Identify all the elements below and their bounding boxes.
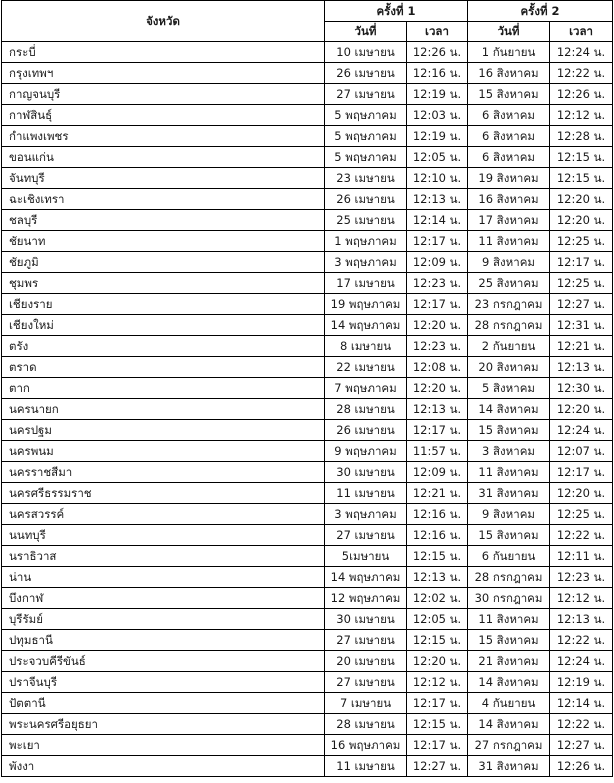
province-cell: จันทบุรี [2, 168, 325, 189]
province-cell: นนทบุรี [2, 525, 325, 546]
round-1-date-cell: 14 พฤษภาคม [325, 567, 407, 588]
table-row [2, 483, 613, 504]
round-1-time-cell: 12:17 น. [407, 693, 468, 714]
province-cell: กำแพงเพชร [2, 126, 325, 147]
round-1-date-cell: 5เมษายน [325, 546, 407, 567]
round-1-time-cell: 12:08 น. [407, 357, 468, 378]
round-2-date-cell: 4 กันยายน [468, 693, 550, 714]
round-1-date-cell: 10 เมษายน [325, 42, 407, 63]
round-2-time-cell: 12:23 น. [550, 567, 613, 588]
province-cell: ชุมพร [2, 273, 325, 294]
round-1-time-cell: 12:13 น. [407, 399, 468, 420]
table-row [2, 126, 613, 147]
round-2-date-cell: 25 สิงหาคม [468, 273, 550, 294]
round-1-time-cell: 12:20 น. [407, 651, 468, 672]
round-2-time-cell: 12:22 น. [550, 714, 613, 735]
round-1-time-cell: 12:15 น. [407, 630, 468, 651]
province-cell: ประจวบคีรีขันธ์ [2, 651, 325, 672]
round-2-time-cell: 12:25 น. [550, 504, 613, 525]
table-row [2, 399, 613, 420]
round-2-date-cell: 31 สิงหาคม [468, 756, 550, 777]
table-row [2, 609, 613, 630]
province-cell: กาญจนบุรี [2, 84, 325, 105]
round-1-date-cell: 23 เมษายน [325, 168, 407, 189]
header-round-1: ครั้งที่ 1 [325, 1, 468, 22]
province-cell: บึงกาฬ [2, 588, 325, 609]
table-row [2, 357, 613, 378]
table-row [2, 651, 613, 672]
province-cell: พังงา [2, 756, 325, 777]
round-2-time-cell: 12:28 น. [550, 126, 613, 147]
province-cell: ปัตตานี [2, 693, 325, 714]
table-row [2, 504, 613, 525]
table-row [2, 735, 613, 756]
round-2-date-cell: 11 สิงหาคม [468, 231, 550, 252]
round-2-time-cell: 12:25 น. [550, 273, 613, 294]
table-row [2, 231, 613, 252]
table-row [2, 42, 613, 63]
round-2-time-cell: 12:17 น. [550, 462, 613, 483]
round-1-date-cell: 22 เมษายน [325, 357, 407, 378]
header-round-1-date: วันที่ [325, 21, 407, 42]
round-1-time-cell: 12:09 น. [407, 462, 468, 483]
round-2-date-cell: 6 สิงหาคม [468, 105, 550, 126]
round-2-time-cell: 12:27 น. [550, 294, 613, 315]
table-row [2, 693, 613, 714]
table-row [2, 672, 613, 693]
round-1-time-cell: 12:16 น. [407, 63, 468, 84]
table-body [2, 42, 613, 777]
round-2-date-cell: 14 สิงหาคม [468, 672, 550, 693]
header-round-1-time: เวลา [407, 21, 468, 42]
round-1-time-cell: 12:19 น. [407, 126, 468, 147]
round-2-date-cell: 28 กรกฎาคม [468, 315, 550, 336]
round-1-time-cell: 12:14 น. [407, 210, 468, 231]
round-2-date-cell: 30 กรกฎาคม [468, 588, 550, 609]
province-cell: ตรัง [2, 336, 325, 357]
round-1-time-cell: 12:16 น. [407, 525, 468, 546]
round-2-date-cell: 6 กันยายน [468, 546, 550, 567]
round-2-time-cell: 12:24 น. [550, 420, 613, 441]
province-cell: บุรีรัมย์ [2, 609, 325, 630]
round-2-time-cell: 12:30 น. [550, 378, 613, 399]
province-cell: เชียงใหม่ [2, 315, 325, 336]
table-row [2, 63, 613, 84]
round-2-date-cell: 1 กันยายน [468, 42, 550, 63]
round-2-date-cell: 15 สิงหาคม [468, 420, 550, 441]
round-1-date-cell: 27 เมษายน [325, 672, 407, 693]
province-cell: เชียงราย [2, 294, 325, 315]
round-1-date-cell: 3 พฤษภาคม [325, 252, 407, 273]
round-2-date-cell: 27 กรกฎาคม [468, 735, 550, 756]
round-2-time-cell: 12:24 น. [550, 42, 613, 63]
round-1-date-cell: 28 เมษายน [325, 399, 407, 420]
round-2-time-cell: 12:20 น. [550, 399, 613, 420]
table-row [2, 378, 613, 399]
round-1-time-cell: 12:09 น. [407, 252, 468, 273]
round-2-time-cell: 12:20 น. [550, 189, 613, 210]
round-2-date-cell: 17 สิงหาคม [468, 210, 550, 231]
round-1-time-cell: 12:27 น. [407, 756, 468, 777]
round-1-date-cell: 27 เมษายน [325, 84, 407, 105]
round-2-time-cell: 12:15 น. [550, 147, 613, 168]
round-1-date-cell: 5 พฤษภาคม [325, 147, 407, 168]
round-1-date-cell: 30 เมษายน [325, 609, 407, 630]
table-row [2, 84, 613, 105]
round-2-time-cell: 12:25 น. [550, 231, 613, 252]
province-cell: น่าน [2, 567, 325, 588]
round-2-date-cell: 3 สิงหาคม [468, 441, 550, 462]
round-2-time-cell: 12:12 น. [550, 588, 613, 609]
province-cell: ชัยภูมิ [2, 252, 325, 273]
round-1-time-cell: 12:10 น. [407, 168, 468, 189]
round-2-date-cell: 19 สิงหาคม [468, 168, 550, 189]
round-1-date-cell: 1 พฤษภาคม [325, 231, 407, 252]
table-header [2, 1, 613, 42]
round-1-date-cell: 7 เมษายน [325, 693, 407, 714]
round-2-date-cell: 9 สิงหาคม [468, 504, 550, 525]
province-cell: นครราชสีมา [2, 462, 325, 483]
round-1-date-cell: 20 เมษายน [325, 651, 407, 672]
round-2-time-cell: 12:07 น. [550, 441, 613, 462]
round-1-time-cell: 12:23 น. [407, 336, 468, 357]
round-1-date-cell: 19 พฤษภาคม [325, 294, 407, 315]
round-1-time-cell: 12:26 น. [407, 42, 468, 63]
round-2-time-cell: 12:11 น. [550, 546, 613, 567]
round-1-date-cell: 9 พฤษภาคม [325, 441, 407, 462]
round-2-date-cell: 15 สิงหาคม [468, 84, 550, 105]
round-1-time-cell: 11:57 น. [407, 441, 468, 462]
table-row [2, 105, 613, 126]
province-cell: นครสวรรค์ [2, 504, 325, 525]
round-1-time-cell: 12:17 น. [407, 735, 468, 756]
table-row [2, 525, 613, 546]
table-row [2, 252, 613, 273]
round-1-time-cell: 12:05 น. [407, 609, 468, 630]
round-2-time-cell: 12:22 น. [550, 525, 613, 546]
round-2-date-cell: 16 สิงหาคม [468, 63, 550, 84]
round-2-date-cell: 15 สิงหาคม [468, 525, 550, 546]
round-1-date-cell: 26 เมษายน [325, 189, 407, 210]
round-2-time-cell: 12:21 น. [550, 336, 613, 357]
table-row [2, 756, 613, 777]
round-1-time-cell: 12:17 น. [407, 231, 468, 252]
round-2-time-cell: 12:22 น. [550, 63, 613, 84]
province-cell: ตาก [2, 378, 325, 399]
round-2-time-cell: 12:20 น. [550, 210, 613, 231]
round-2-time-cell: 12:26 น. [550, 84, 613, 105]
round-2-time-cell: 12:19 น. [550, 672, 613, 693]
round-2-time-cell: 12:12 น. [550, 105, 613, 126]
round-1-date-cell: 11 เมษายน [325, 483, 407, 504]
round-1-time-cell: 12:15 น. [407, 546, 468, 567]
round-2-date-cell: 14 สิงหาคม [468, 399, 550, 420]
province-cell: นครปฐม [2, 420, 325, 441]
round-1-date-cell: 26 เมษายน [325, 420, 407, 441]
table-row [2, 567, 613, 588]
round-1-date-cell: 11 เมษายน [325, 756, 407, 777]
table-row [2, 294, 613, 315]
round-2-date-cell: 2 กันยายน [468, 336, 550, 357]
round-2-time-cell: 12:17 น. [550, 252, 613, 273]
province-cell: นครศรีธรรมราช [2, 483, 325, 504]
round-2-time-cell: 12:15 น. [550, 168, 613, 189]
table-row [2, 336, 613, 357]
round-1-time-cell: 12:17 น. [407, 420, 468, 441]
sun-overhead-schedule-table [1, 0, 613, 777]
round-2-date-cell: 6 สิงหาคม [468, 147, 550, 168]
round-2-date-cell: 31 สิงหาคม [468, 483, 550, 504]
province-cell: ฉะเชิงเทรา [2, 189, 325, 210]
round-1-date-cell: 26 เมษายน [325, 63, 407, 84]
province-cell: นครนายก [2, 399, 325, 420]
round-1-date-cell: 3 พฤษภาคม [325, 504, 407, 525]
round-1-date-cell: 5 พฤษภาคม [325, 126, 407, 147]
header-round-2-date: วันที่ [468, 21, 550, 42]
round-2-time-cell: 12:22 น. [550, 630, 613, 651]
province-cell: ปทุมธานี [2, 630, 325, 651]
province-cell: นครพนม [2, 441, 325, 462]
round-1-time-cell: 12:12 น. [407, 672, 468, 693]
header-round-2: ครั้งที่ 2 [468, 1, 613, 22]
round-1-time-cell: 12:05 น. [407, 147, 468, 168]
header-province: จังหวัด [2, 1, 325, 42]
round-1-date-cell: 17 เมษายน [325, 273, 407, 294]
round-1-date-cell: 25 เมษายน [325, 210, 407, 231]
province-cell: ตราด [2, 357, 325, 378]
round-1-date-cell: 27 เมษายน [325, 525, 407, 546]
province-cell: พะเยา [2, 735, 325, 756]
table-row [2, 588, 613, 609]
table-row [2, 546, 613, 567]
round-1-date-cell: 27 เมษายน [325, 630, 407, 651]
round-2-date-cell: 23 กรกฎาคม [468, 294, 550, 315]
table-row [2, 714, 613, 735]
header-round-2-time: เวลา [550, 21, 613, 42]
province-cell: ปราจีนบุรี [2, 672, 325, 693]
round-1-time-cell: 12:02 น. [407, 588, 468, 609]
round-2-time-cell: 12:27 น. [550, 735, 613, 756]
round-2-date-cell: 16 สิงหาคม [468, 189, 550, 210]
table-row [2, 210, 613, 231]
round-1-time-cell: 12:13 น. [407, 567, 468, 588]
round-2-date-cell: 21 สิงหาคม [468, 651, 550, 672]
province-cell: กรุงเทพฯ [2, 63, 325, 84]
round-2-date-cell: 14 สิงหาคม [468, 714, 550, 735]
round-2-date-cell: 6 สิงหาคม [468, 126, 550, 147]
round-2-time-cell: 12:13 น. [550, 357, 613, 378]
round-2-time-cell: 12:24 น. [550, 651, 613, 672]
round-1-time-cell: 12:19 น. [407, 84, 468, 105]
round-1-time-cell: 12:20 น. [407, 378, 468, 399]
round-1-date-cell: 8 เมษายน [325, 336, 407, 357]
province-cell: ชลบุรี [2, 210, 325, 231]
round-2-time-cell: 12:14 น. [550, 693, 613, 714]
round-1-time-cell: 12:21 น. [407, 483, 468, 504]
round-1-date-cell: 30 เมษายน [325, 462, 407, 483]
table-row [2, 168, 613, 189]
round-1-date-cell: 12 พฤษภาคม [325, 588, 407, 609]
table-row [2, 147, 613, 168]
round-1-time-cell: 12:13 น. [407, 189, 468, 210]
round-2-time-cell: 12:20 น. [550, 483, 613, 504]
round-2-date-cell: 11 สิงหาคม [468, 462, 550, 483]
province-cell: พระนครศรีอยุธยา [2, 714, 325, 735]
round-1-time-cell: 12:03 น. [407, 105, 468, 126]
round-2-date-cell: 9 สิงหาคม [468, 252, 550, 273]
table-row [2, 273, 613, 294]
round-2-date-cell: 28 กรกฎาคม [468, 567, 550, 588]
round-1-time-cell: 12:15 น. [407, 714, 468, 735]
province-cell: ขอนแก่น [2, 147, 325, 168]
round-1-time-cell: 12:17 น. [407, 294, 468, 315]
table-row [2, 630, 613, 651]
round-2-date-cell: 15 สิงหาคม [468, 630, 550, 651]
round-1-time-cell: 12:23 น. [407, 273, 468, 294]
round-1-time-cell: 12:20 น. [407, 315, 468, 336]
round-1-date-cell: 5 พฤษภาคม [325, 105, 407, 126]
province-cell: กระบี่ [2, 42, 325, 63]
round-2-time-cell: 12:31 น. [550, 315, 613, 336]
province-cell: กาฬสินธุ์ [2, 105, 325, 126]
round-1-date-cell: 7 พฤษภาคม [325, 378, 407, 399]
table-row [2, 441, 613, 462]
round-1-time-cell: 12:16 น. [407, 504, 468, 525]
province-cell: ชัยนาท [2, 231, 325, 252]
round-2-date-cell: 11 สิงหาคม [468, 609, 550, 630]
round-2-time-cell: 12:13 น. [550, 609, 613, 630]
round-2-date-cell: 5 สิงหาคม [468, 378, 550, 399]
round-1-date-cell: 16 พฤษภาคม [325, 735, 407, 756]
table-row [2, 189, 613, 210]
round-1-date-cell: 14 พฤษภาคม [325, 315, 407, 336]
province-cell: นราธิวาส [2, 546, 325, 567]
round-2-date-cell: 20 สิงหาคม [468, 357, 550, 378]
round-2-time-cell: 12:26 น. [550, 756, 613, 777]
table-row [2, 420, 613, 441]
table-row [2, 315, 613, 336]
round-1-date-cell: 28 เมษายน [325, 714, 407, 735]
table-row [2, 462, 613, 483]
